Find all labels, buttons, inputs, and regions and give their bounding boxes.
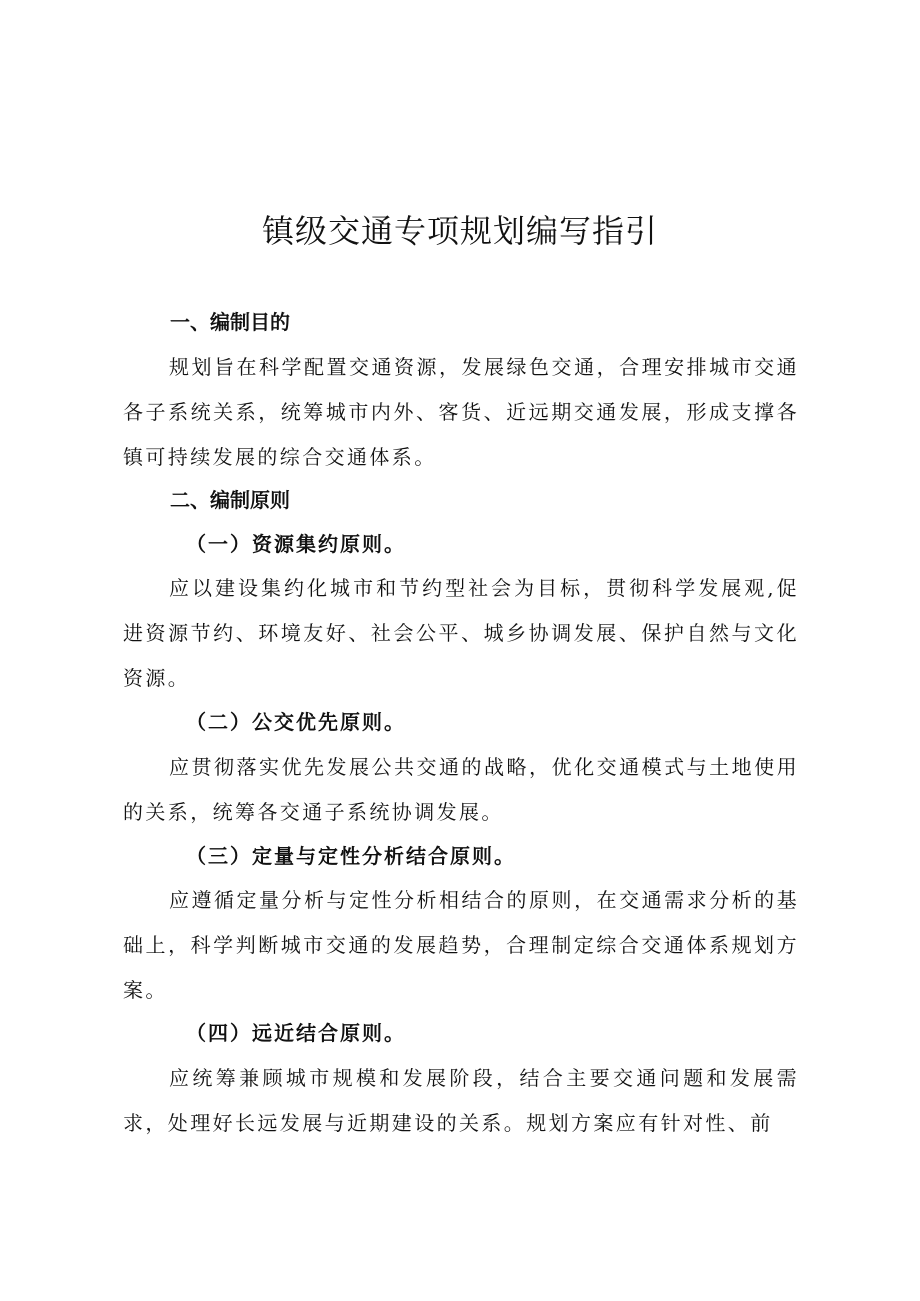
paragraph-purpose: 规划旨在科学配置交通资源，发展绿色交通，合理安排城市交通各子系统关系，统筹城市内外、客货、近远期交通发展，形成支撑各镇可持续发展的综合交通体系。	[123, 355, 799, 469]
section-heading-purpose: 一、编制目的	[170, 310, 290, 334]
paragraph-transit: 应贯彻落实优先发展公共交通的战略，优化交通模式与土地使用的关系，统筹各交通子系统协调发展。	[123, 755, 799, 824]
principle-heading-transit: （二）公交优先原则。	[186, 710, 406, 734]
paragraph-long-short: 应统筹兼顾城市规模和发展阶段，结合主要交通问题和发展需求，处理好长远发展与近期建设的关系。规划方案应有针对性、前	[123, 1066, 799, 1135]
principle-heading-resource: （一）资源集约原则。	[186, 532, 406, 556]
paragraph-analysis: 应遵循定量分析与定性分析相结合的原则，在交通需求分析的基础上，科学判断城市交通的发展趋势，合理制定综合交通体系规划方案。	[123, 888, 799, 1002]
paragraph-resource: 应以建设集约化城市和节约型社会为目标，贯彻科学发展观,促进资源节约、环境友好、社会公平、城乡协调发展、保护自然与文化资源。	[123, 576, 799, 690]
section-heading-principles: 二、编制原则	[170, 488, 290, 512]
document-title: 镇级交通专项规划编写指引	[261, 212, 658, 250]
principle-heading-analysis: （三）定量与定性分析结合原则。	[186, 844, 516, 868]
principle-heading-long-short: （四）远近结合原则。	[186, 1021, 406, 1045]
